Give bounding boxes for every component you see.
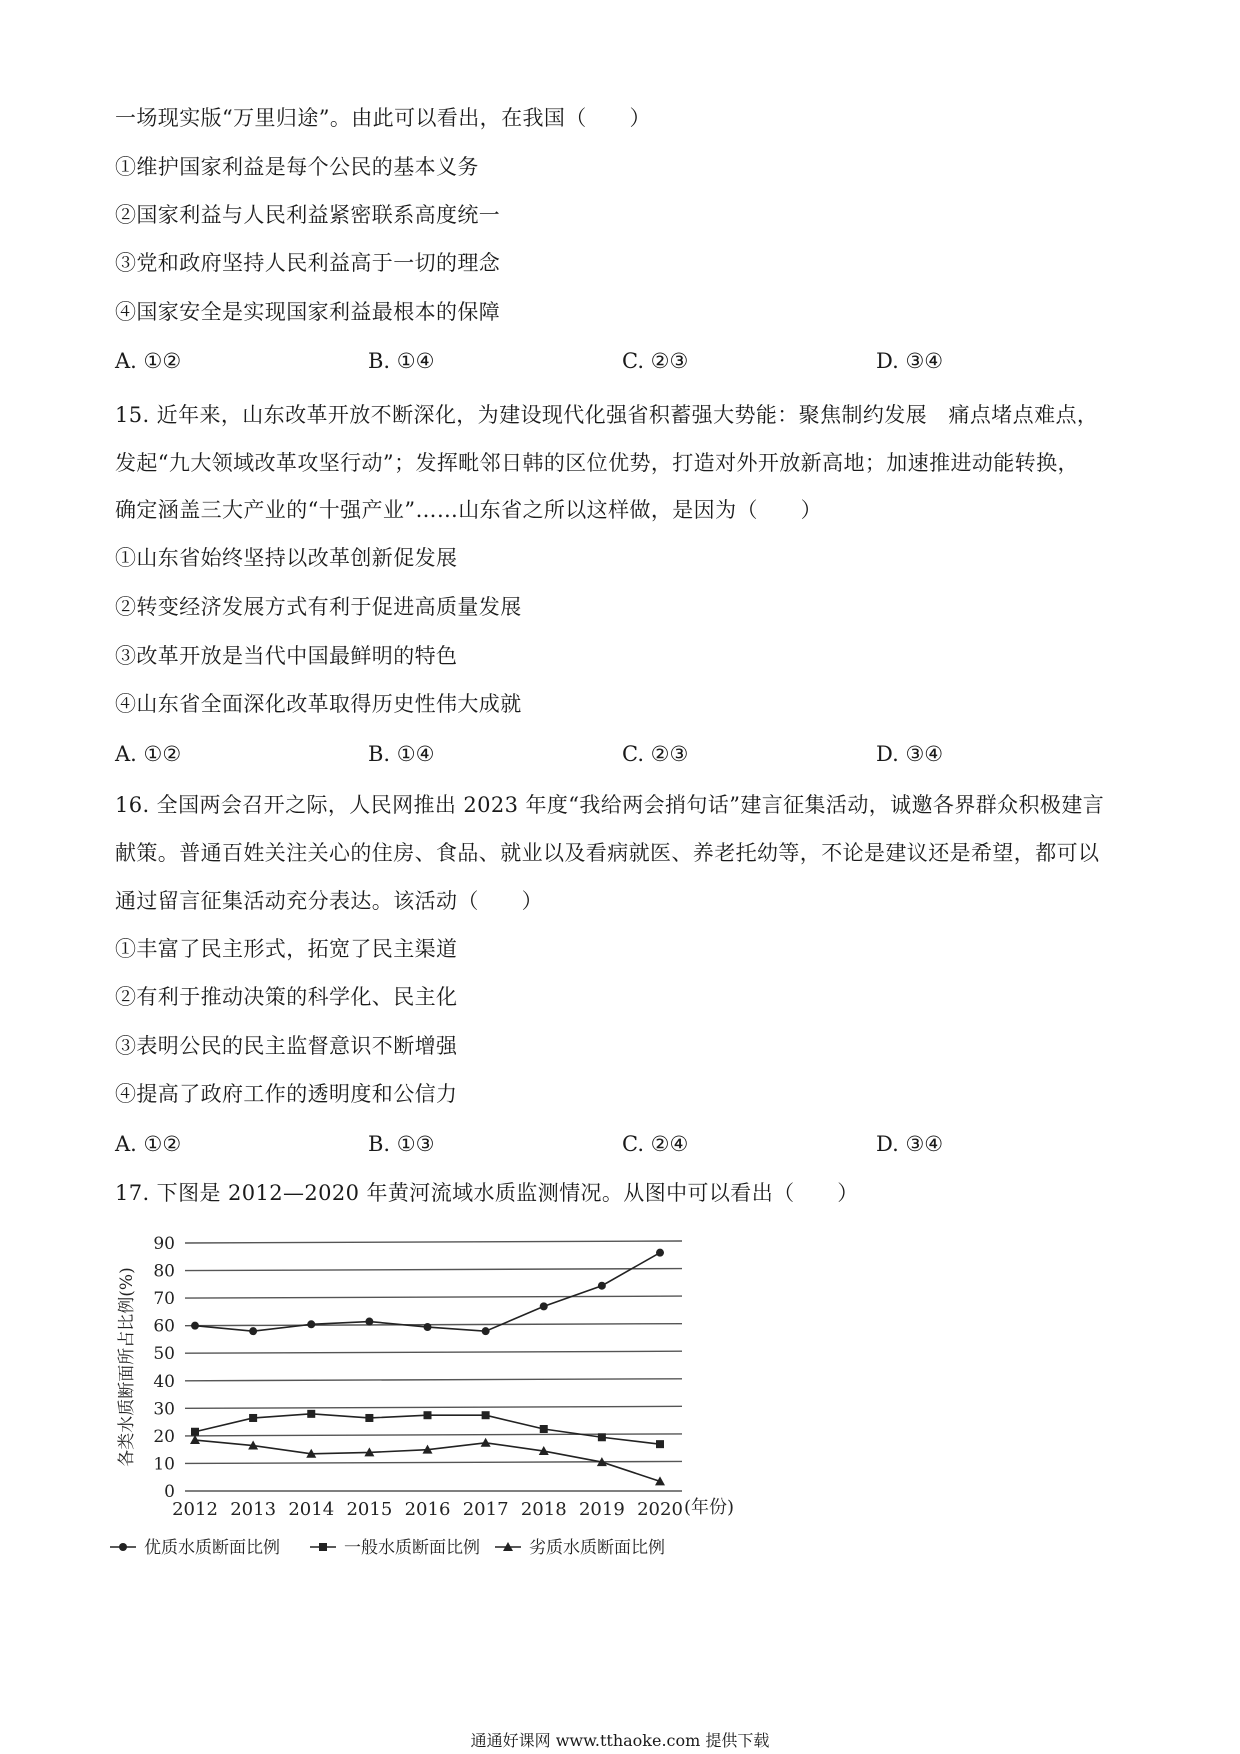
q14-option-c: C. ②③ (622, 349, 689, 373)
q16-option-a: A. ①② (115, 1132, 182, 1156)
y-tick-label-0: 0 (164, 1482, 175, 1502)
x-tick-label-2014: 2014 (288, 1499, 335, 1520)
y-tick-label-20: 20 (153, 1426, 175, 1447)
q14-option-d: D. ③④ (876, 349, 944, 373)
q16-item-1: ①丰富了民主形式，拓宽了民主渠道 (115, 937, 458, 961)
gridline-40 (185, 1379, 682, 1381)
data-point-2-2018 (540, 1425, 548, 1433)
q16-stem-line-1: 16. 全国两会召开之际，人民网推出 2023 年度“我给两会捎句话”建言征集活动，诚邀各界群众积极建言 (115, 793, 1105, 817)
q16-option-b: B. ①③ (368, 1132, 435, 1156)
q16-item-4: ④提高了政府工作的透明度和公信力 (115, 1082, 458, 1106)
footer-site-name: 通通好课网 (470, 1731, 551, 1750)
data-point-1-2015 (365, 1318, 373, 1326)
data-point-1-2012 (191, 1322, 199, 1330)
q16-stem-line-2: 献策。普通百姓关注关心的住房、食品、就业以及看病就医、养老托幼等，不论是建议还是希望，都可以 (115, 841, 1100, 865)
gridline-90 (185, 1241, 682, 1243)
q16-item-2: ②有利于推动决策的科学化、民主化 (115, 985, 458, 1009)
series-line-1 (195, 1253, 660, 1332)
data-point-2-2013 (249, 1414, 257, 1422)
water-quality-line-chart (110, 1225, 750, 1565)
q16-stem-line-3: 通过留言征集活动充分表达。该活动（ ） (115, 889, 543, 913)
data-point-2-2015 (365, 1414, 373, 1422)
chart-y-axis-label: 各类水质断面所占比例(%) (117, 1267, 137, 1467)
q16-option-c: C. ②④ (622, 1132, 689, 1156)
gridline-20 (185, 1434, 682, 1436)
data-point-3-2017 (481, 1438, 491, 1447)
gridline-30 (185, 1406, 682, 1408)
y-tick-label-10: 10 (153, 1454, 175, 1475)
data-point-1-2017 (482, 1327, 490, 1335)
q16-option-d: D. ③④ (876, 1132, 944, 1156)
data-point-2-2012 (191, 1428, 199, 1436)
x-tick-label-2016: 2016 (404, 1499, 451, 1520)
legend-marker-1 (119, 1543, 127, 1551)
legend-label-3: 劣质水质断面比例 (529, 1538, 665, 1558)
data-point-2-2019 (598, 1433, 606, 1441)
legend-label-1: 优质水质断面比例 (144, 1538, 280, 1558)
y-tick-label-50: 50 (153, 1344, 175, 1365)
legend-label-2: 一般水质断面比例 (344, 1538, 480, 1558)
gridline-80 (185, 1269, 682, 1271)
q15-option-c: C. ②③ (622, 742, 689, 766)
data-point-1-2016 (424, 1323, 432, 1331)
series-2 (191, 1410, 664, 1448)
x-tick-label-2015: 2015 (346, 1499, 393, 1520)
data-point-2-2016 (424, 1411, 432, 1419)
q15-option-b: B. ①④ (368, 742, 435, 766)
q15-item-3: ③改革开放是当代中国最鲜明的特色 (115, 644, 458, 668)
data-point-2-2020 (656, 1440, 664, 1448)
q14-option-a: A. ①② (115, 349, 182, 373)
q16-item-3: ③表明公民的民主监督意识不断增强 (115, 1034, 458, 1058)
q14-item-4: ④国家安全是实现国家利益最根本的保障 (115, 300, 501, 324)
q14-option-b: B. ①④ (368, 349, 435, 373)
y-tick-label-30: 30 (153, 1399, 175, 1420)
x-tick-label-2013: 2013 (230, 1499, 277, 1520)
y-tick-label-90: 90 (153, 1234, 175, 1254)
data-point-1-2014 (307, 1320, 315, 1328)
q14-item-2: ②国家利益与人民利益紧密联系高度统一 (115, 203, 501, 227)
q14-stem: 一场现实版“万里归途”。由此可以看出，在我国（ ） (115, 106, 651, 130)
x-tick-label-2018: 2018 (520, 1499, 567, 1520)
y-tick-label-70: 70 (153, 1289, 175, 1310)
q14-item-1: ①维护国家利益是每个公民的基本义务 (115, 155, 479, 179)
chart-x-axis-label: (年份) (684, 1497, 735, 1518)
q15-stem-line-2: 发起“九大领域改革攻坚行动”；发挥毗邻日韩的区位优势，打造对外开放新高地；加速推进动能转换， (115, 451, 1079, 475)
series-1 (191, 1249, 664, 1336)
data-point-1-2020 (656, 1249, 664, 1257)
x-tick-label-2017: 2017 (462, 1499, 509, 1520)
q15-item-2: ②转变经济发展方式有利于促进高质量发展 (115, 595, 522, 619)
x-tick-label-2012: 2012 (172, 1499, 218, 1520)
chart-y-tick-labels (153, 1234, 175, 1502)
q15-option-a: A. ①② (115, 742, 182, 766)
page-footer (0, 1728, 1240, 1751)
q17-stem: 17. 下图是 2012—2020 年黄河流域水质监测情况。从图中可以看出（ ） (115, 1181, 859, 1205)
q15-stem-line-1: 15. 近年来，山东改革开放不断深化，为建设现代化强省积蓄强大势能：聚焦制约发展 痛点堵点难点， (115, 403, 1099, 427)
data-point-2-2017 (482, 1411, 490, 1419)
y-tick-label-60: 60 (153, 1316, 175, 1337)
x-tick-label-2020: 2020 (637, 1499, 683, 1520)
q15-option-d: D. ③④ (876, 742, 944, 766)
y-tick-label-40: 40 (153, 1371, 175, 1392)
data-point-1-2013 (249, 1327, 257, 1335)
chart-gridlines (185, 1241, 682, 1491)
chart-series (190, 1249, 665, 1486)
chart-x-tick-labels (172, 1499, 683, 1520)
data-point-1-2018 (540, 1302, 548, 1310)
legend-marker-2 (319, 1543, 327, 1551)
footer-url: www.tthaoke.com (555, 1731, 701, 1750)
y-tick-label-80: 80 (153, 1261, 175, 1282)
q15-item-1: ①山东省始终坚持以改革创新促发展 (115, 546, 458, 570)
q14-item-3: ③党和政府坚持人民利益高于一切的理念 (115, 251, 501, 275)
q15-item-4: ④山东省全面深化改革取得历史性伟大成就 (115, 692, 522, 716)
gridline-50 (185, 1351, 682, 1353)
gridline-60 (185, 1324, 682, 1326)
x-tick-label-2019: 2019 (578, 1499, 625, 1520)
footer-suffix: 提供下载 (705, 1731, 770, 1750)
chart-legend (110, 1538, 665, 1558)
q15-stem-line-3: 确定涵盖三大产业的“十强产业”……山东省之所以这样做，是因为（ ） (115, 498, 823, 522)
series-3 (190, 1435, 665, 1485)
gridline-70 (185, 1296, 682, 1298)
data-point-1-2019 (598, 1282, 606, 1290)
data-point-2-2014 (307, 1410, 315, 1418)
